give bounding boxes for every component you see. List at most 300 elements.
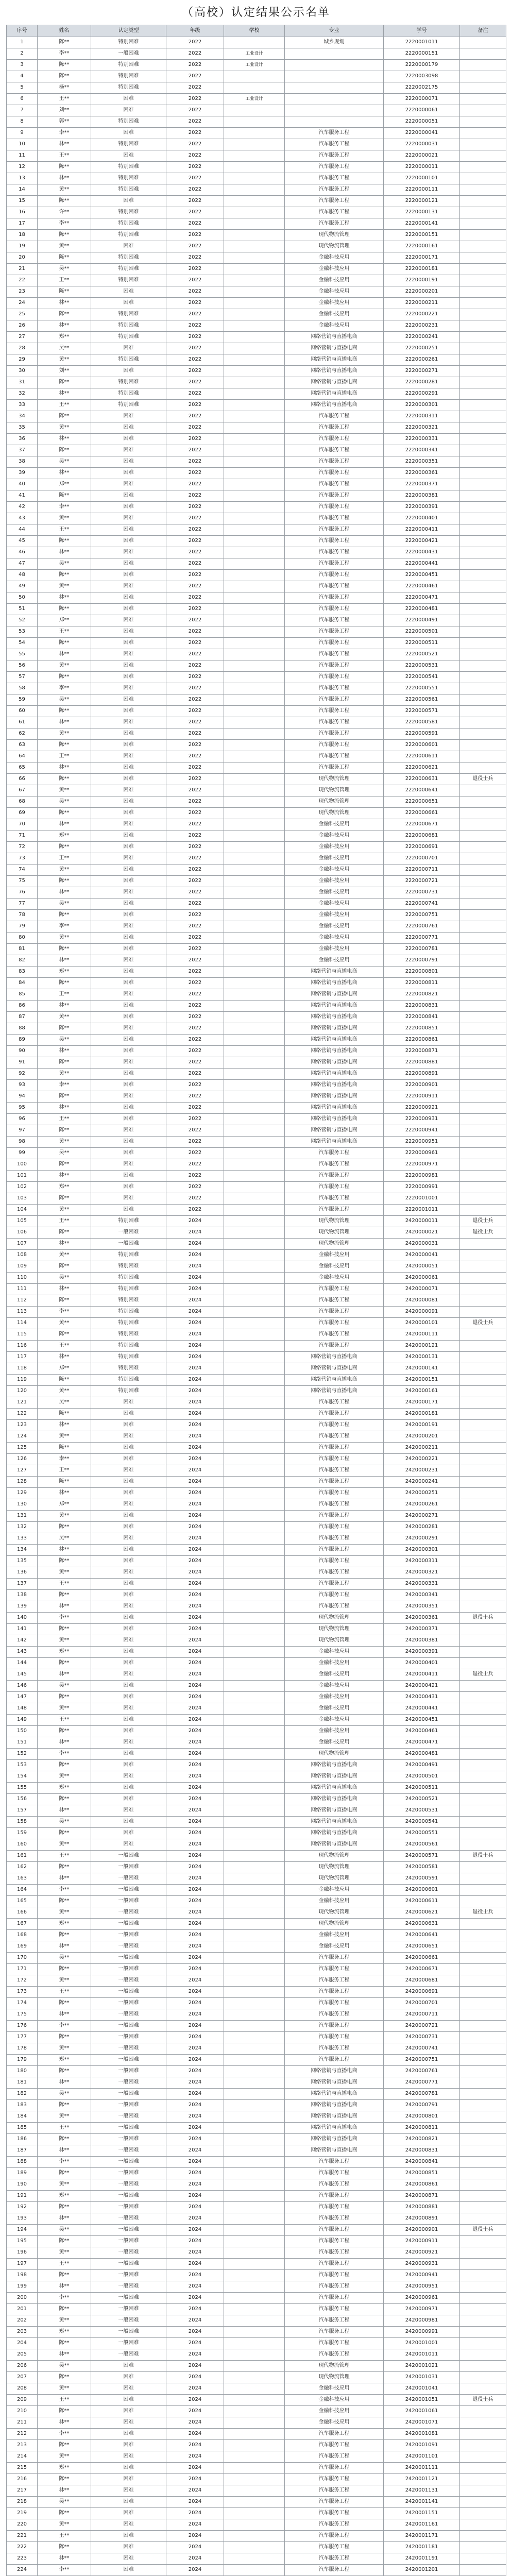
cell-student-id: 2420000761 bbox=[384, 2066, 460, 2077]
cell-school bbox=[224, 853, 285, 865]
cell-school bbox=[224, 1431, 285, 1443]
cell-school bbox=[224, 1114, 285, 1125]
cell-school bbox=[224, 1352, 285, 1363]
cell-school bbox=[224, 1805, 285, 1817]
cell-year: 2022 bbox=[166, 502, 224, 513]
cell-seq: 186 bbox=[7, 2134, 38, 2145]
cell-seq: 46 bbox=[7, 547, 38, 558]
cell-note bbox=[460, 162, 506, 173]
table-row bbox=[7, 128, 506, 139]
cell-student-id: 2420001111 bbox=[384, 2463, 460, 2474]
cell-name: 吴** bbox=[38, 2225, 91, 2236]
cell-seq: 134 bbox=[7, 1545, 38, 1556]
cell-major bbox=[285, 82, 384, 94]
cell-note bbox=[460, 139, 506, 150]
cell-note: 退役士兵 bbox=[460, 1669, 506, 1681]
cell-seq: 206 bbox=[7, 2361, 38, 2372]
cell-major bbox=[285, 105, 384, 116]
cell-name: 黄** bbox=[38, 513, 91, 524]
cell-school bbox=[224, 1647, 285, 1658]
cell-seq: 107 bbox=[7, 1239, 38, 1250]
cell-type: 一般困难 bbox=[91, 2315, 166, 2327]
cell-type: 特别困难 bbox=[91, 1318, 166, 1329]
cell-year: 2024 bbox=[166, 2009, 224, 2021]
cell-seq: 66 bbox=[7, 774, 38, 785]
cell-type: 困难 bbox=[91, 1046, 166, 1057]
table-row bbox=[7, 865, 506, 876]
cell-seq: 200 bbox=[7, 2293, 38, 2304]
cell-major: 现代物流管理 bbox=[285, 241, 384, 252]
cell-note bbox=[460, 1522, 506, 1533]
cell-year: 2022 bbox=[166, 60, 224, 71]
cell-student-id: 2220000451 bbox=[384, 570, 460, 581]
cell-name: 李** bbox=[38, 128, 91, 139]
cell-note bbox=[460, 2315, 506, 2327]
cell-type: 困难 bbox=[91, 94, 166, 105]
cell-name: 陈** bbox=[38, 377, 91, 388]
cell-name: 林** bbox=[38, 762, 91, 774]
cell-school bbox=[224, 1839, 285, 1851]
cell-year: 2024 bbox=[166, 2565, 224, 2576]
table-row bbox=[7, 2066, 506, 2077]
cell-note bbox=[460, 1329, 506, 1341]
cell-name: 黄** bbox=[38, 241, 91, 252]
cell-school bbox=[224, 2497, 285, 2508]
cell-major: 汽车服务工程 bbox=[285, 1284, 384, 1295]
cell-seq: 185 bbox=[7, 2123, 38, 2134]
cell-seq: 7 bbox=[7, 105, 38, 116]
cell-year: 2022 bbox=[166, 808, 224, 819]
cell-student-id: 2420000961 bbox=[384, 2293, 460, 2304]
cell-student-id: 2420000241 bbox=[384, 1477, 460, 1488]
cell-note bbox=[460, 1737, 506, 1749]
cell-student-id: 2220000701 bbox=[384, 853, 460, 865]
cell-seq: 164 bbox=[7, 1885, 38, 1896]
cell-year: 2022 bbox=[166, 785, 224, 796]
cell-school bbox=[224, 2542, 285, 2553]
cell-school bbox=[224, 1409, 285, 1420]
cell-type: 困难 bbox=[91, 502, 166, 513]
cell-year: 2022 bbox=[166, 37, 224, 48]
cell-name: 李** bbox=[38, 1080, 91, 1091]
cell-seq: 114 bbox=[7, 1318, 38, 1329]
cell-major: 汽车服务工程 bbox=[285, 660, 384, 672]
cell-name: 吴** bbox=[38, 343, 91, 354]
cell-seq: 68 bbox=[7, 796, 38, 808]
cell-type: 一般困难 bbox=[91, 2259, 166, 2270]
cell-note bbox=[460, 2032, 506, 2043]
cell-note bbox=[460, 626, 506, 638]
cell-name: 吴** bbox=[38, 1148, 91, 1159]
cell-major: 汽车服务工程 bbox=[285, 218, 384, 230]
cell-school bbox=[224, 2508, 285, 2519]
header-name: 姓名 bbox=[38, 25, 91, 37]
cell-type: 特别困难 bbox=[91, 71, 166, 82]
cell-year: 2024 bbox=[166, 2474, 224, 2485]
cell-note bbox=[460, 967, 506, 978]
table-row bbox=[7, 1839, 506, 1851]
cell-school bbox=[224, 1477, 285, 1488]
cell-note bbox=[460, 1239, 506, 1250]
table-row bbox=[7, 547, 506, 558]
table-row bbox=[7, 2202, 506, 2213]
cell-seq: 74 bbox=[7, 865, 38, 876]
cell-major: 汽车服务工程 bbox=[285, 2440, 384, 2451]
cell-school bbox=[224, 1579, 285, 1590]
cell-major: 汽车服务工程 bbox=[285, 150, 384, 162]
cell-year: 2024 bbox=[166, 2304, 224, 2315]
cell-school bbox=[224, 1273, 285, 1284]
cell-seq: 38 bbox=[7, 456, 38, 468]
cell-type: 困难 bbox=[91, 1522, 166, 1533]
cell-seq: 40 bbox=[7, 479, 38, 490]
cell-year: 2024 bbox=[166, 2259, 224, 2270]
cell-school bbox=[224, 1284, 285, 1295]
cell-year: 2024 bbox=[166, 1726, 224, 1737]
cell-type: 特别困难 bbox=[91, 400, 166, 411]
cell-year: 2024 bbox=[166, 1386, 224, 1397]
cell-school bbox=[224, 1420, 285, 1431]
cell-note bbox=[460, 320, 506, 332]
cell-year: 2022 bbox=[166, 615, 224, 626]
cell-name: 郑** bbox=[38, 1363, 91, 1375]
cell-note bbox=[460, 2111, 506, 2123]
cell-year: 2022 bbox=[166, 298, 224, 309]
cell-name: 陈** bbox=[38, 1590, 91, 1601]
cell-year: 2022 bbox=[166, 139, 224, 150]
cell-major: 汽车服务工程 bbox=[285, 196, 384, 207]
cell-name: 陈** bbox=[38, 876, 91, 887]
cell-student-id: 2420000861 bbox=[384, 2179, 460, 2191]
cell-student-id: 2220000041 bbox=[384, 128, 460, 139]
cell-major: 金融科技应用 bbox=[285, 1726, 384, 1737]
cell-school bbox=[224, 1522, 285, 1533]
cell-seq: 159 bbox=[7, 1828, 38, 1839]
cell-year: 2022 bbox=[166, 1023, 224, 1035]
cell-school bbox=[224, 445, 285, 456]
cell-student-id: 2220000601 bbox=[384, 740, 460, 751]
cell-note bbox=[460, 434, 506, 445]
cell-name: 林** bbox=[38, 1171, 91, 1182]
cell-major: 金融科技应用 bbox=[285, 1647, 384, 1658]
cell-name: 林** bbox=[38, 1488, 91, 1499]
cell-name: 黄** bbox=[38, 581, 91, 592]
cell-year: 2022 bbox=[166, 638, 224, 649]
table-row bbox=[7, 434, 506, 445]
cell-student-id: 2420001201 bbox=[384, 2565, 460, 2576]
cell-student-id: 2420000781 bbox=[384, 2089, 460, 2100]
cell-note bbox=[460, 264, 506, 275]
cell-type: 特别困难 bbox=[91, 377, 166, 388]
cell-student-id: 2420000701 bbox=[384, 1998, 460, 2009]
cell-name: 李** bbox=[38, 2429, 91, 2440]
table-row bbox=[7, 570, 506, 581]
cell-seq: 179 bbox=[7, 2055, 38, 2066]
cell-seq: 222 bbox=[7, 2542, 38, 2553]
cell-student-id: 2220000011 bbox=[384, 162, 460, 173]
cell-note bbox=[460, 1647, 506, 1658]
cell-year: 2022 bbox=[166, 989, 224, 1001]
cell-type: 一般困难 bbox=[91, 2089, 166, 2100]
cell-major: 汽车服务工程 bbox=[285, 2463, 384, 2474]
cell-school bbox=[224, 1601, 285, 1613]
cell-school bbox=[224, 1375, 285, 1386]
cell-name: 王** bbox=[38, 1216, 91, 1227]
cell-year: 2022 bbox=[166, 683, 224, 694]
cell-note: 退役士兵 bbox=[460, 774, 506, 785]
cell-name: 黄** bbox=[38, 1839, 91, 1851]
cell-year: 2022 bbox=[166, 252, 224, 264]
cell-seq: 99 bbox=[7, 1148, 38, 1159]
cell-seq: 166 bbox=[7, 1907, 38, 1919]
cell-major: 网络营销与直播电商 bbox=[285, 1760, 384, 1771]
cell-type: 困难 bbox=[91, 694, 166, 706]
cell-type: 一般困难 bbox=[91, 1964, 166, 1975]
cell-type: 困难 bbox=[91, 717, 166, 728]
cell-seq: 120 bbox=[7, 1386, 38, 1397]
cell-seq: 127 bbox=[7, 1465, 38, 1477]
cell-type: 一般困难 bbox=[91, 2236, 166, 2247]
cell-note bbox=[460, 1545, 506, 1556]
cell-note bbox=[460, 955, 506, 967]
cell-seq: 213 bbox=[7, 2440, 38, 2451]
cell-year: 2024 bbox=[166, 1964, 224, 1975]
cell-major: 汽车服务工程 bbox=[285, 490, 384, 502]
table-row bbox=[7, 785, 506, 796]
cell-major: 汽车服务工程 bbox=[285, 2179, 384, 2191]
cell-name: 林** bbox=[38, 2213, 91, 2225]
cell-type: 困难 bbox=[91, 1635, 166, 1647]
cell-name: 黄** bbox=[38, 660, 91, 672]
cell-name: 黄** bbox=[38, 2383, 91, 2395]
table-row bbox=[7, 751, 506, 762]
cell-name: 林** bbox=[38, 1239, 91, 1250]
cell-school bbox=[224, 2565, 285, 2576]
cell-name: 黄** bbox=[38, 2247, 91, 2259]
cell-student-id: 2220000121 bbox=[384, 196, 460, 207]
cell-student-id: 2220000321 bbox=[384, 422, 460, 434]
cell-student-id: 2220000231 bbox=[384, 320, 460, 332]
cell-student-id: 2220000461 bbox=[384, 581, 460, 592]
cell-note bbox=[460, 2304, 506, 2315]
cell-major: 汽车服务工程 bbox=[285, 1601, 384, 1613]
cell-note bbox=[460, 536, 506, 547]
cell-student-id: 2420001091 bbox=[384, 2440, 460, 2451]
cell-name: 林** bbox=[38, 649, 91, 660]
cell-type: 特别困难 bbox=[91, 1284, 166, 1295]
table-row bbox=[7, 921, 506, 933]
cell-school bbox=[224, 1703, 285, 1715]
cell-seq: 16 bbox=[7, 207, 38, 218]
cell-student-id: 2420000221 bbox=[384, 1454, 460, 1465]
cell-type: 困难 bbox=[91, 706, 166, 717]
cell-year: 2022 bbox=[166, 955, 224, 967]
cell-note bbox=[460, 1046, 506, 1057]
cell-school bbox=[224, 955, 285, 967]
cell-student-id: 2420000821 bbox=[384, 2134, 460, 2145]
cell-type: 一般困难 bbox=[91, 2202, 166, 2213]
cell-note bbox=[460, 831, 506, 842]
cell-type: 困难 bbox=[91, 2542, 166, 2553]
cell-student-id: 2420000441 bbox=[384, 1703, 460, 1715]
cell-type: 困难 bbox=[91, 2531, 166, 2542]
cell-year: 2024 bbox=[166, 1318, 224, 1329]
cell-type: 困难 bbox=[91, 2497, 166, 2508]
cell-seq: 51 bbox=[7, 604, 38, 615]
cell-student-id: 2420000431 bbox=[384, 1692, 460, 1703]
cell-type: 一般困难 bbox=[91, 2247, 166, 2259]
cell-note bbox=[460, 445, 506, 456]
table-row bbox=[7, 2145, 506, 2157]
cell-seq: 124 bbox=[7, 1431, 38, 1443]
cell-student-id: 2420001011 bbox=[384, 2349, 460, 2361]
cell-name: 刘** bbox=[38, 105, 91, 116]
cell-year: 2024 bbox=[166, 1907, 224, 1919]
cell-name: 郭** bbox=[38, 116, 91, 128]
cell-type: 困难 bbox=[91, 978, 166, 989]
table-row bbox=[7, 774, 506, 785]
cell-student-id: 2220000071 bbox=[384, 94, 460, 105]
cell-seq: 137 bbox=[7, 1579, 38, 1590]
cell-note bbox=[460, 1012, 506, 1023]
cell-seq: 161 bbox=[7, 1851, 38, 1862]
cell-school bbox=[224, 71, 285, 82]
cell-student-id: 2220000851 bbox=[384, 1023, 460, 1035]
cell-seq: 220 bbox=[7, 2519, 38, 2531]
cell-school bbox=[224, 649, 285, 660]
cell-note bbox=[460, 1941, 506, 1953]
cell-note bbox=[460, 411, 506, 422]
cell-school bbox=[224, 1919, 285, 1930]
cell-seq: 43 bbox=[7, 513, 38, 524]
cell-type: 困难 bbox=[91, 604, 166, 615]
cell-type: 一般困难 bbox=[91, 2100, 166, 2111]
cell-name: 王** bbox=[38, 1114, 91, 1125]
cell-school bbox=[224, 320, 285, 332]
cell-name: 陈** bbox=[38, 842, 91, 853]
table-header-row bbox=[7, 25, 506, 37]
cell-note bbox=[460, 1182, 506, 1193]
cell-major: 现代物流管理 bbox=[285, 230, 384, 241]
cell-type: 困难 bbox=[91, 933, 166, 944]
cell-major: 汽车服务工程 bbox=[285, 740, 384, 751]
cell-note bbox=[460, 649, 506, 660]
cell-seq: 150 bbox=[7, 1726, 38, 1737]
cell-name: 林** bbox=[38, 2417, 91, 2429]
cell-year: 2022 bbox=[166, 434, 224, 445]
cell-seq: 28 bbox=[7, 343, 38, 354]
cell-major: 汽车服务工程 bbox=[285, 1465, 384, 1477]
cell-year: 2024 bbox=[166, 2066, 224, 2077]
cell-name: 陈** bbox=[38, 2032, 91, 2043]
cell-student-id: 2420000051 bbox=[384, 1261, 460, 1273]
cell-major: 金融科技应用 bbox=[285, 2406, 384, 2417]
cell-name: 黄** bbox=[38, 2315, 91, 2327]
cell-note bbox=[460, 1035, 506, 1046]
cell-school bbox=[224, 2372, 285, 2383]
table-row bbox=[7, 150, 506, 162]
cell-seq: 80 bbox=[7, 933, 38, 944]
table-row bbox=[7, 2247, 506, 2259]
cell-seq: 113 bbox=[7, 1307, 38, 1318]
cell-note bbox=[460, 2145, 506, 2157]
cell-major: 汽车服务工程 bbox=[285, 2497, 384, 2508]
cell-type: 困难 bbox=[91, 887, 166, 899]
cell-year: 2024 bbox=[166, 1635, 224, 1647]
cell-type: 一般困难 bbox=[91, 1885, 166, 1896]
cell-name: 陈** bbox=[38, 944, 91, 955]
cell-name: 李** bbox=[38, 1613, 91, 1624]
cell-student-id: 2420000501 bbox=[384, 1771, 460, 1783]
cell-name: 陈** bbox=[38, 1794, 91, 1805]
cell-school bbox=[224, 1250, 285, 1261]
cell-major: 金融科技应用 bbox=[285, 933, 384, 944]
cell-name: 陈** bbox=[38, 230, 91, 241]
cell-school bbox=[224, 2157, 285, 2168]
cell-type: 困难 bbox=[91, 298, 166, 309]
cell-note bbox=[460, 547, 506, 558]
cell-type: 困难 bbox=[91, 785, 166, 796]
cell-type: 一般困难 bbox=[91, 1907, 166, 1919]
cell-note bbox=[460, 558, 506, 570]
cell-major: 汽车服务工程 bbox=[285, 1148, 384, 1159]
cell-seq: 4 bbox=[7, 71, 38, 82]
cell-school bbox=[224, 196, 285, 207]
table-row bbox=[7, 1352, 506, 1363]
cell-year: 2022 bbox=[166, 150, 224, 162]
table-row bbox=[7, 1545, 506, 1556]
cell-seq: 59 bbox=[7, 694, 38, 706]
cell-seq: 35 bbox=[7, 422, 38, 434]
cell-major: 汽车服务工程 bbox=[285, 547, 384, 558]
cell-seq: 6 bbox=[7, 94, 38, 105]
cell-note bbox=[460, 1103, 506, 1114]
table-row bbox=[7, 1103, 506, 1114]
cell-year: 2024 bbox=[166, 1975, 224, 1987]
table-row bbox=[7, 2055, 506, 2066]
cell-seq: 56 bbox=[7, 660, 38, 672]
cell-seq: 173 bbox=[7, 1987, 38, 1998]
cell-type: 特别困难 bbox=[91, 1250, 166, 1261]
cell-student-id: 2420001031 bbox=[384, 2372, 460, 2383]
cell-note bbox=[460, 1635, 506, 1647]
cell-student-id: 2420000661 bbox=[384, 1953, 460, 1964]
cell-seq: 202 bbox=[7, 2315, 38, 2327]
cell-major: 金融科技应用 bbox=[285, 1715, 384, 1726]
cell-note bbox=[460, 513, 506, 524]
cell-major: 网络营销与直播电商 bbox=[285, 1352, 384, 1363]
cell-seq: 94 bbox=[7, 1091, 38, 1103]
cell-student-id: 2420000551 bbox=[384, 1828, 460, 1839]
table-row bbox=[7, 490, 506, 502]
cell-student-id: 2220000981 bbox=[384, 1171, 460, 1182]
cell-type: 困难 bbox=[91, 570, 166, 581]
table-row bbox=[7, 2474, 506, 2485]
cell-major: 网络营销与直播电商 bbox=[285, 1125, 384, 1137]
cell-school bbox=[224, 162, 285, 173]
cell-seq: 76 bbox=[7, 887, 38, 899]
cell-note bbox=[460, 1873, 506, 1885]
cell-student-id: 2420000361 bbox=[384, 1613, 460, 1624]
cell-school bbox=[224, 1715, 285, 1726]
cell-major: 现代物流管理 bbox=[285, 1749, 384, 1760]
cell-school bbox=[224, 604, 285, 615]
cell-major: 汽车服务工程 bbox=[285, 207, 384, 218]
cell-school bbox=[224, 1828, 285, 1839]
cell-year: 2024 bbox=[166, 2202, 224, 2213]
cell-name: 陈** bbox=[38, 2066, 91, 2077]
cell-note bbox=[460, 1805, 506, 1817]
